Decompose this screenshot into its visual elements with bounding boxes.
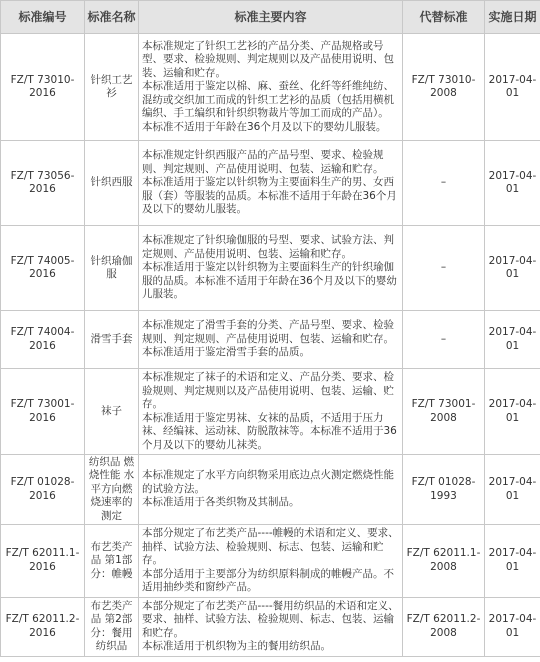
- header-standard-name: 标准名称: [85, 1, 139, 34]
- content-paragraph: 本标准适用于鉴定以针织物为主要面料生产的针织瑜伽服的品质。本标准不适用于年龄在36个月及以下的婴幼儿服装。: [142, 261, 397, 301]
- standard-content: [139, 525, 403, 598]
- standard-content: [139, 455, 403, 525]
- table-row: [1, 34, 540, 141]
- content-paragraph: 本部分适用于主要部分为纺织原料制成的帷幔产品。不适用抽纱类和窗纱产品。: [142, 567, 394, 593]
- implementation-date: 2017-04-01: [485, 455, 540, 525]
- standard-name: 布艺类产品 第2部分：餐用纺织品: [85, 597, 139, 656]
- replaced-standard: FZ/T 01028-1993: [403, 455, 485, 525]
- implementation-date: 2017-04-01: [485, 597, 540, 656]
- table-row: [1, 311, 540, 369]
- standard-code: FZ/T 73056-2016: [1, 141, 85, 226]
- replaced-standard: –: [403, 141, 485, 226]
- standard-content: [139, 311, 403, 369]
- standard-content: [139, 141, 403, 226]
- standard-content: [139, 226, 403, 311]
- content-paragraph: 本标准适用于鉴定滑雪手套的品质。: [142, 346, 310, 359]
- table-row: [1, 597, 540, 656]
- standard-name: 滑雪手套: [85, 311, 139, 369]
- standard-name: 布艺类产品 第1部分：帷幔: [85, 525, 139, 598]
- content-paragraph: 本标准适用于各类织物及其制品。: [142, 496, 300, 509]
- standard-name: 针织西服: [85, 141, 139, 226]
- header-implementation-date: 实施日期: [485, 1, 540, 34]
- content-paragraph: 本标准规定针织西服产品的产品号型、要求、检验规则、判定规则、产品使用说明、包装、运输和贮存。: [142, 149, 384, 175]
- content-paragraph: 本标准适用于鉴定男袜、女袜的品质，不适用于压力袜、经编袜、运动袜、防脱散袜等。本标准不适用于36个月及以下的婴幼儿袜类。: [142, 411, 397, 451]
- content-paragraph: 本标准规定了滑雪手套的分类、产品号型、要求、检验规则、判定规则、产品使用说明、包装、运输和贮存。: [142, 319, 394, 345]
- replaced-standard: –: [403, 311, 485, 369]
- table-row: [1, 525, 540, 598]
- table-header-row: [1, 1, 540, 34]
- standard-name: 纺织品 燃烧性能 水平方向燃烧速率的测定: [85, 455, 139, 525]
- implementation-date: 2017-04-01: [485, 226, 540, 311]
- standard-code: FZ/T 62011.1-2016: [1, 525, 85, 598]
- table-row: [1, 141, 540, 226]
- implementation-date: 2017-04-01: [485, 34, 540, 141]
- content-paragraph: 本标准规定了袜子的术语和定义、产品分类、要求、检验规则、判定规则以及产品使用说明、包装、运输、贮存。: [142, 371, 394, 410]
- standard-code: FZ/T 74005-2016: [1, 226, 85, 311]
- content-paragraph: 本部分规定了布艺类产品----餐用纺织品的术语和定义、要求、抽样、试验方法、检验规则、标志、包装、运输和贮存。: [142, 599, 399, 639]
- table-row: [1, 369, 540, 455]
- replaced-standard: FZ/T 62011.1-2008: [403, 525, 485, 598]
- standard-code: FZ/T 62011.2-2016: [1, 597, 85, 656]
- content-paragraph: 本标准规定了水平方向织物采用底边点火测定燃烧性能的试验方法。: [142, 469, 394, 495]
- header-main-content: 标准主要内容: [139, 1, 403, 34]
- standard-content: [139, 369, 403, 455]
- implementation-date: 2017-04-01: [485, 525, 540, 598]
- header-replaced-standard: 代替标准: [403, 1, 485, 34]
- content-paragraph: 本标准适用于机织物为主的餐用纺织品。: [142, 640, 331, 652]
- table-row: [1, 226, 540, 311]
- replaced-standard: –: [403, 226, 485, 311]
- content-paragraph: 本标准规定了针织工艺衫的产品分类、产品规格或号型、要求、检验规则、判定规则以及产品使用说明、包装、运输和贮存。: [142, 39, 394, 79]
- implementation-date: 2017-04-01: [485, 141, 540, 226]
- content-paragraph: 本标准适用于鉴定以棉、麻、蚕丝、化纤等纤维纯纺、混纺或交织加工而成的针织工艺衫的品质（包括用横机编织、手工编织和针织织物裁片等加工而成的产品）。本标准不适用于年龄在36个月及以下的婴幼儿服装。: [142, 80, 394, 133]
- content-paragraph: 本标准规定了针织瑜伽服的号型、要求、试验方法、判定规则、产品使用说明、包装、运输和贮存。: [142, 234, 394, 260]
- header-standard-code: 标准编号: [1, 1, 85, 34]
- implementation-date: 2017-04-01: [485, 311, 540, 369]
- content-paragraph: 本标准适用于鉴定以针织物为主要面料生产的男、女西服（套）等服装的品质。本标准不适用于年龄在36个月及以下的婴幼儿服装。: [142, 176, 397, 216]
- implementation-date: 2017-04-01: [485, 369, 540, 455]
- standard-code: FZ/T 74004-2016: [1, 311, 85, 369]
- replaced-standard: FZ/T 62011.2-2008: [403, 597, 485, 656]
- standard-code: FZ/T 73001-2016: [1, 369, 85, 455]
- standard-name: 针织瑜伽服: [85, 226, 139, 311]
- standard-content: [139, 34, 403, 141]
- replaced-standard: FZ/T 73001-2008: [403, 369, 485, 455]
- replaced-standard: FZ/T 73010-2008: [403, 34, 485, 141]
- table-row: [1, 455, 540, 525]
- standard-code: FZ/T 01028-2016: [1, 455, 85, 525]
- standard-code: FZ/T 73010-2016: [1, 34, 85, 141]
- standard-name: 袜子: [85, 369, 139, 455]
- content-paragraph: 本部分规定了布艺类产品----帷幔的术语和定义、要求、抽样、试验方法、检验规则、标志、包装、运输和贮存。: [142, 527, 399, 566]
- standard-name: 针织工艺衫: [85, 34, 139, 141]
- standard-content: [139, 597, 403, 656]
